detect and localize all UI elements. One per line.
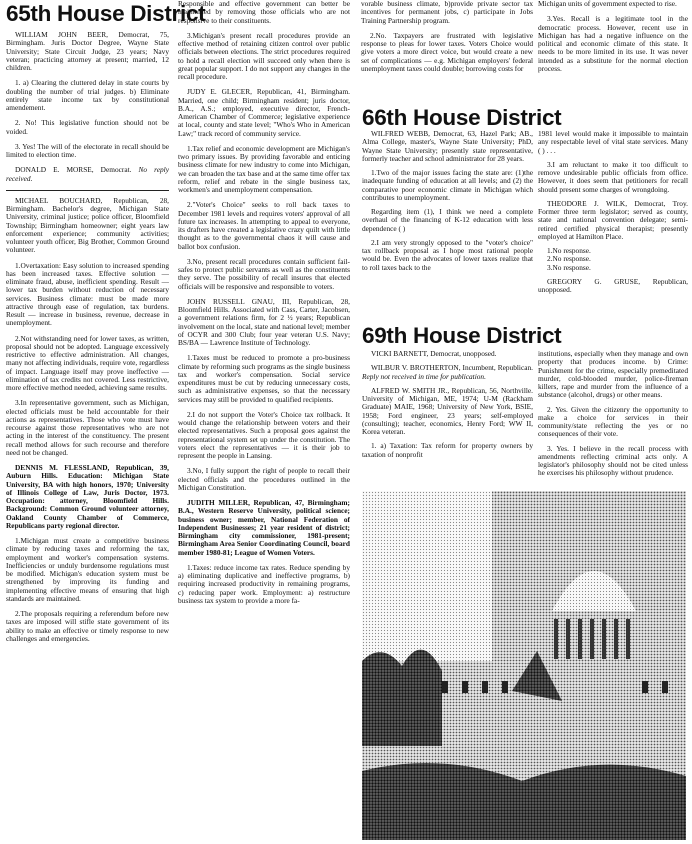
answer-text: 1981 level would make it impossible to maintain any respectable level of vital state services. Many ( ) . . . <box>538 129 688 155</box>
answer-text: institutions, especially when they manage and own property that produces income. b) Crime: Punishment for the crime, especially premeditated murder, cold-blooded murder, police-fireman killers, rape and murder from the influence of a substance (alcohol, drugs) or other means. <box>538 349 688 400</box>
answer-text: Michigan units of government expected to rise. <box>538 0 677 8</box>
answer-1: 1.Overtaxation: Easy solution to increased spending has been increased taxes. Effective solution — eliminate fraud, abuse, inefficient spending. Result — lower tax burden without reduction of necessary services. Business climate: must be made more attractive through ease of regulation, tax burdens. Result — increase in business, revenue, decrease in unemployment. <box>6 260 169 328</box>
candidate-bio: WILLIAM JOHN BEER, Democrat, 75, Birmingham. Juris Doctor Degree, Wayne State University; State Circuit Judge, 23 years; Navy veteran; practicing attorney at present; married, 12 children. <box>6 30 169 72</box>
answer-1: 1.No response. <box>547 246 591 255</box>
answer-3: 3.I am reluctant to make it too difficult to remove undesirable public officials from office. However, it does seem that petitioners for recall should present some charges of wrongdoing. <box>538 159 688 194</box>
district-65-heading: 65th House District <box>6 1 206 26</box>
answer-1: 1.Tax relief and economic development are Michigan's two primary issues. By providing favorable and enticing business climate for new industry to come into Michigan, we can broaden the tax base and at the same time offer tax reform, relief and rebate in the single business tax, workmen's and unemployment compensation. <box>178 143 350 194</box>
answer-text: vorable business climate, b)provide private sector tax incentives for permanent jobs, c) participate in Jobs Training Partnership program. <box>361 0 533 25</box>
column-1 <box>6 0 206 650</box>
answer-3: 3.In representative government, such as Michigan, elected officials must be held accountable for their actions as representatives. Those who vote must have recourse against those representatives who are not acting in the interest of the constituency. The present recall method allows for such recourse and therefore need not be changed. <box>6 398 169 457</box>
capitol-dome-image <box>362 491 686 840</box>
district-69-right <box>538 350 688 484</box>
candidate-bio: JUDY E. GLECER, Republican, 41, Birmingham. Married, one child; Birmingham resident; juris doctor, B.A., A.S.; employed, executive director, French-American Chamber of Commerce; legislative experience at local, county and state level; "Who's Who in American Law;" track record of community service. <box>178 87 350 138</box>
candidate-bio: ALFRED W. SMITH JR., Republican, 56, Northville. University of Michigan, ME, 1974; U-M (Rackham Graduate) MAIE, 1968; University of New York, BSIE, 1958; Ford engineer, 23 years; self-employed (consulting); teacher, economics, Henry Ford; WW II, Korea veteran. <box>362 385 533 436</box>
column-2 <box>178 0 350 612</box>
answer-3: 3. Yes! The will of the electorate in recall should be limited to election time. <box>6 141 169 159</box>
divider <box>6 190 169 191</box>
answer-3: 3.No, present recall procedures contain sufficient fail-safes to protect public servants as well as the constituents they serve. The possibility of recall insures that elected officials will be responsive and responsible to voters. <box>178 256 350 291</box>
answer-2: 2. Yes. Given the citizenry the opportunity to make a choice for services in their community/state reflecting the yes or no consequences of their vote. <box>538 404 688 439</box>
answer-2: 2."Voter's Choice" seeks to roll back taxes to December 1981 levels and requires voters' approval of all future tax increases. In attempting to appeal to everyone, its drafters have created a legislative crazy quilt with little thought as to the governmental chaos it will cause and ballot box confusion. <box>178 200 350 251</box>
column-4-top <box>538 0 688 80</box>
candidate-bio: VICKI BARNETT, Democrat, unopposed. <box>371 349 497 358</box>
district-66-columns <box>362 130 688 318</box>
answer-3: 3.No, I fully support the right of people to recall their elected officials and the procedures outlined in the Michigan Constitution. <box>178 466 350 492</box>
answer-1: 1. a) Taxation: Tax reform for property owners by taxation of nonprofit <box>362 441 533 459</box>
answer-text: Regarding item (1), I think we need a complete overhaul of the financing of K-12 education with less dependence ( ) <box>362 207 533 233</box>
candidate-bio: THEODORE J. WILK, Democrat, Troy. Former three term legislator; served as county, state and national convention delegate; semi-retired certified physical therapist; presently employed at Hamilton Place. <box>538 198 688 241</box>
district-69-left <box>362 350 533 465</box>
answer-3: 3. Yes. I believe in the recall process with amendments reflecting criminal acts only. A legislator's philosophy should not be cited unless he exercises his philosophy without prudence. <box>538 443 688 478</box>
column-3-top <box>361 0 533 80</box>
answer-1: 1.Two of the major issues facing the state are: (1)the inadequate funding of education at all levels; and (2) the comparative poor economic climate in Michigan which contributes to unemployment. <box>362 168 533 202</box>
answer-1: 1. a) Clearing the cluttered delay in state courts by doubling the number of trial judges. b) Eliminate entirely state income tax by constitutional amendement. <box>6 78 169 112</box>
answer-text: Responsible and effective government can better be maintained by removing those officials who are not responsive to their constituents. <box>178 0 350 25</box>
answer-3: 3.Yes. Recall is a legitimate tool in the democratic process. However, recent use in Michigan has had a negative influence on the political and economic climate of this state. It needs to be more limited in its use. It was never intended as a substitute for the normal election process. <box>538 14 688 73</box>
district-66-heading: 66th House District <box>362 105 562 130</box>
answer-2: 2.I do not support the Voter's Choice tax rollback. It would change the relationship between voters and their elected representatives. Such a proposal goes against the representational system set up under the constitution. The voters elect the representatives — it is their job to represent the people in Lansing. <box>178 409 350 460</box>
answer-3: 3.Michigan's present recall procedures provide an effective method of retaining citizen control over public officials between elections. The strict procedures required to hold a recall election will succeed only when there is great popular support. I do not support any changes in the recall procedure. <box>178 30 350 81</box>
answer-2: 2.No. Taxpayers are frustrated with legislative response to pleas for lower taxes. Voters Choice would give voters a more direct voice, but would create a new set of complications — e.g. Michigan employers' federal unemployment taxes could double; borrowing costs for <box>361 30 533 73</box>
answer-1: 1.Taxes: reduce income tax rates. Reduce spending by a) eliminating duplicative and ineffective programs, b) requiring increased productivity in remaining programs, c) reducing paper work. Employment: a) restructure business tax system to provide a more fa- <box>178 562 350 605</box>
candidate-bio: WILBUR V. BROTHERTON, Incumbent, Republican. Reply not received in time for publication. <box>362 363 533 381</box>
answer-2: 2.The proposals requiring a referendum before new taxes are imposed will stifle state government of its ability to make an effective or timely response to new challenges and emergencies. <box>6 609 169 643</box>
answer-1: 1.Taxes must be reduced to promote a pro-business climate by reforming such programs as the single business tax and worker's compensation. Social service expenditures must be cut by reducing unnecessary costs, such as administrative expenses, so that the necessary services may still be provided to qualified recipients. <box>178 353 350 404</box>
candidate-bio: JUDITH MILLER, Republican, 47, Birmingham; B.A., Western Reserve University, political science; business owner; member, National Federation of Independent Businesses; 21 year resident of district; Birmingham city commissioner, 1981-present; Birmingham Area Senior Coordinating Council, board member 1980-81; League of Women Voters. <box>178 498 350 557</box>
candidate-bio: DONALD E. MORSE, Democrat. No reply received. <box>6 165 169 183</box>
candidate-bio: WILFRED WEBB, Democrat, 63, Hazel Park; AB., Alma College, master's, Wayne State University; PhD, Wayne State University; presently state representative, formerly teacher and school administrator for 28 years. <box>362 129 533 163</box>
capitol-building-photo <box>362 491 686 840</box>
district-66-right <box>538 130 688 300</box>
district-69-heading: 69th House District <box>362 323 562 348</box>
answer-2: 2. No! This legislative function should not be voided. <box>6 118 169 136</box>
candidate-bio: DENNIS M. FLESSLAND, Republican, 39, Auburn Hills. Education: Michigan State University, BA with high honors, 1970; University of Illinois College of Law, Juris Doctor, 1973. Occupation: attorney, Bloomfield Hills. Background: Common Ground volunteer attorney, Oakland County Chamber of Commerce, Republicans party regional director. <box>6 463 169 530</box>
candidate-bio: GREGORY G. GRUSE, Republican, unopposed. <box>538 276 688 294</box>
district-69-columns <box>362 350 688 490</box>
candidate-bio: JOHN RUSSELL GNAU, III, Republican, 28, Bloomfield Hills. Associated with Cass, Carter, Jacobsen, a government relations firm, for 2 ½ years; Republican involvement on the local, state and national level; member of OCYR and 300 Club; four year veteran U.S. Navy; BS/BA — Lawrence Institute of Technology. <box>178 296 350 347</box>
answer-3: 3.No response. <box>547 262 591 272</box>
answer-2: 2.I am very strongly opposed to the "voter's choice" tax rollback proposal as I hope most rational people would be. Even the advocates of lower taxes realize that to roll taxes back to the <box>362 237 533 272</box>
district-66-left <box>362 130 533 278</box>
answer-2: 2.No response. <box>547 254 591 264</box>
answer-1: 1.Michigan must create a competitive business climate by reducing taxes and reforming the tax, employment and worker's compensation systems. Inefficiencies or unduly burdensome regulations must be modified. Michigan's education system must be strengthened by improving its funding and implementing effective means of ensuring that high standards are maintained. <box>6 536 169 603</box>
candidate-bio: MICHAEL BOUCHARD, Republican, 28, Birmingham. Bachelor's degree, Michigan State University, criminal justice; police officer, Bloomfield Township; Birmingham homeowner; eight years law enforcement experience; community activities; volunteer youth officer, Big Brother, Common Ground volunteer. <box>6 195 169 255</box>
answer-2: 2.Not withstanding need for lower taxes, as written, proposal should not be adopted. Language excessively restrictive to effective administration. All changes, many not affecting individuals, require vote, regardless of impact. Language itself may prove ineffective — elimination of tax credits not covered. Less restrictive, more effective method needed, achieving same results. <box>6 333 169 392</box>
